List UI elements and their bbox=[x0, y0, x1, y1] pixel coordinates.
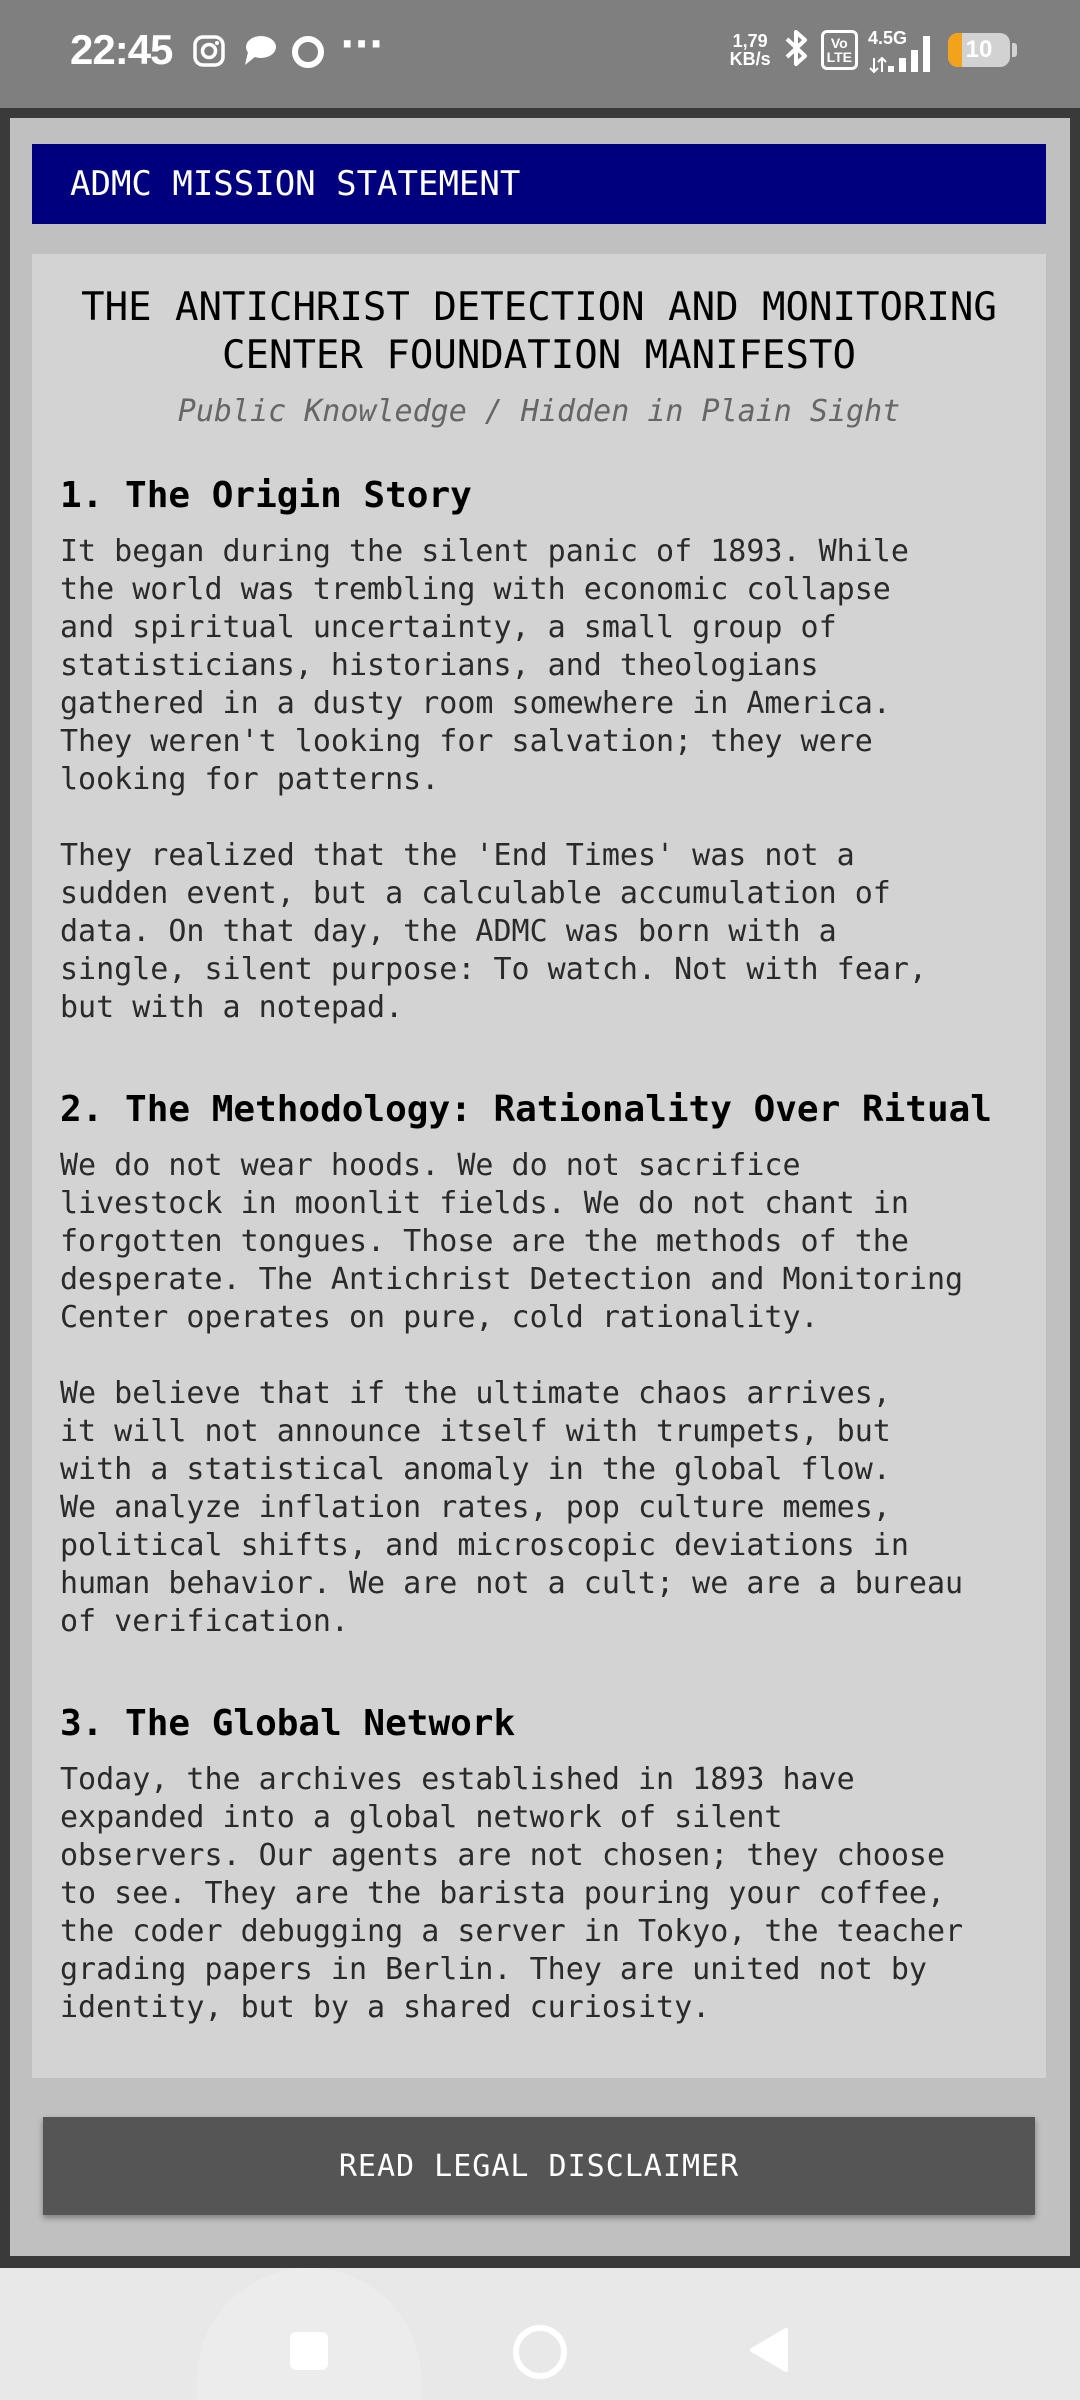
circle-icon bbox=[290, 34, 326, 74]
section-global-network bbox=[60, 1701, 1018, 2027]
bluetooth-icon bbox=[781, 28, 811, 72]
read-legal-disclaimer-button[interactable]: READ LEGAL DISCLAIMER bbox=[43, 2117, 1035, 2215]
section-heading: 1. The Origin Story bbox=[60, 475, 472, 516]
window-title: ADMC MISSION STATEMENT bbox=[70, 164, 521, 204]
net-speed: 1,79 KB/s bbox=[729, 31, 771, 69]
status-time: 22:45 bbox=[70, 26, 173, 73]
paragraph: We believe that if the ultimate chaos arrives, it will not announce itself with trumpets, but with a statistical anomaly in the global flow. We analyze inflation rates, pop culture memes, political shifts, and microscopic deviations in human behavior. We are not a cult; we are a bureau of verification. bbox=[60, 1376, 964, 1639]
instagram-icon bbox=[192, 34, 226, 72]
status-bar bbox=[0, 0, 1080, 108]
volte-badge: Vo LTE bbox=[821, 30, 858, 70]
paragraph: We do not wear hoods. We do not sacrifice livestock in moonlit fields. We do not chant in forgotten tongues. Those are the methods of the desperate. The Antichrist Detection and Monitoring Center operates on pure, cold rationality. bbox=[60, 1148, 964, 1335]
signal-icon bbox=[868, 28, 938, 72]
paragraph: They realized that the 'End Times' was not a sudden event, but a calculable accumulation of data. On that day, the ADMC was born with a single, silent purpose: To watch. Not with fear, but with a notepad. bbox=[60, 838, 927, 1025]
home-circle-icon[interactable] bbox=[513, 2325, 567, 2379]
paragraph: It began during the silent panic of 1893. While the world was trembling with economic collapse and spiritual uncertainty, a small group of statisticians, historians, and theologians gathered in a dusty room somewhere in America. They weren't looking for salvation; they were looking for patterns. bbox=[60, 534, 909, 797]
navigation-bar bbox=[0, 2268, 1080, 2400]
app-frame bbox=[0, 108, 1080, 2268]
document-subtitle: Public Knowledge / Hidden in Plain Sight bbox=[177, 394, 901, 429]
paragraph: Today, the archives established in 1893 have expanded into a global network of silent observers. Our agents are not chosen; they choose to see. They are the barista pouring your coffee, the coder debugging a server in Tokyo, the teacher grading papers in Berlin. They are united not by identity, but by a shared curiosity. bbox=[60, 1762, 964, 2025]
recents-square-icon[interactable] bbox=[290, 2332, 328, 2370]
section-methodology bbox=[60, 1087, 1018, 1641]
section-heading: 2. The Methodology: Rationality Over Ritual bbox=[60, 1089, 992, 1130]
window-title-bar bbox=[32, 144, 1046, 224]
document-title: THE ANTICHRIST DETECTION AND MONITORING CENTER FOUNDATION MANIFESTO bbox=[81, 285, 997, 378]
chat-icon bbox=[242, 34, 278, 72]
back-triangle-icon[interactable] bbox=[748, 2326, 790, 2378]
section-origin-story bbox=[60, 473, 1018, 1027]
manifesto-panel[interactable] bbox=[32, 254, 1046, 2078]
app-window bbox=[10, 118, 1070, 2256]
section-heading: 3. The Global Network bbox=[60, 1703, 516, 1744]
more-icon: ··· bbox=[340, 22, 384, 66]
network-type: 4.5G bbox=[868, 28, 908, 48]
battery-indicator: 10 bbox=[948, 33, 1010, 67]
